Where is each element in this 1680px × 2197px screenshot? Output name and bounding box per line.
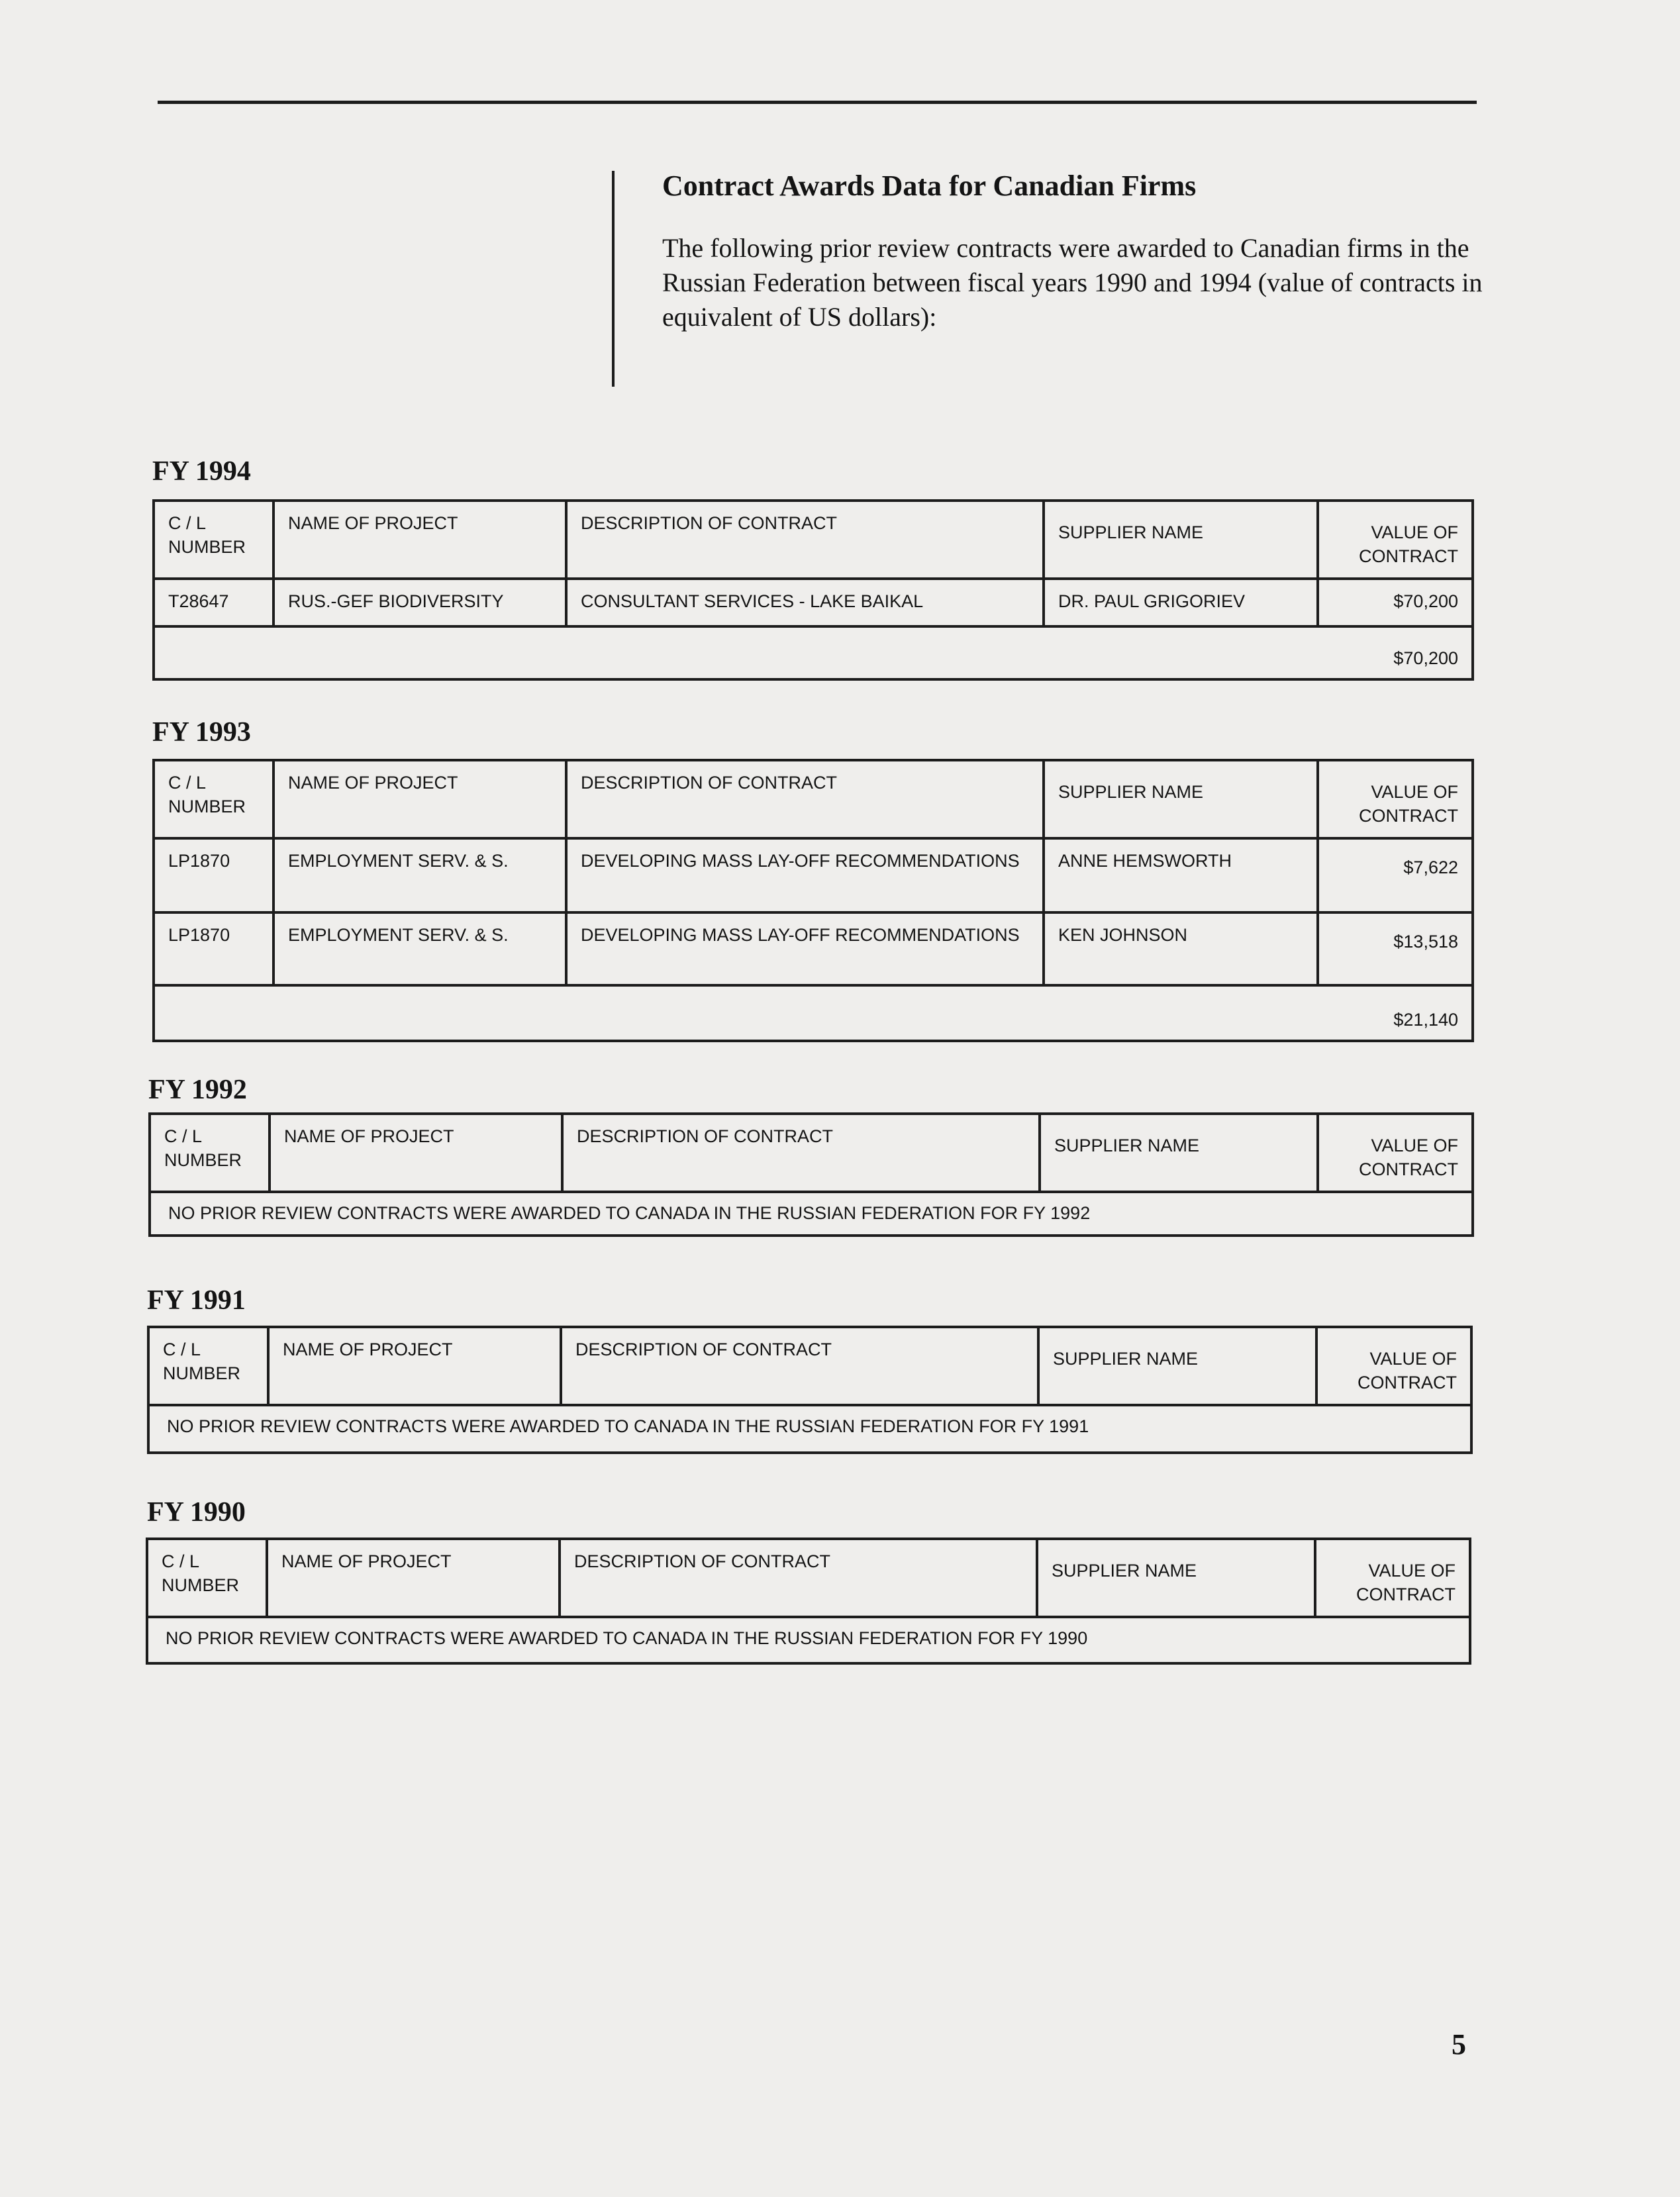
- top-rule: [158, 101, 1477, 104]
- header-project: NAME OF PROJECT: [268, 1327, 561, 1405]
- cell-supplier: ANNE HEMSWORTH: [1044, 838, 1318, 912]
- intro-vertical-rule: [612, 171, 615, 387]
- cell-project: EMPLOYMENT SERV. & S.: [273, 912, 566, 985]
- total-value: $21,140: [154, 985, 1473, 1041]
- fy1991-table: [147, 1326, 1473, 1454]
- header-cl-number: C / L NUMBER: [154, 501, 273, 579]
- header-value: VALUE OF CONTRACT: [1316, 1327, 1471, 1405]
- header-cl-number: C / L NUMBER: [148, 1327, 268, 1405]
- header-project: NAME OF PROJECT: [270, 1114, 562, 1192]
- cell-description: CONSULTANT SERVICES - LAKE BAIKAL: [566, 579, 1044, 626]
- header-supplier: SUPPLIER NAME: [1044, 760, 1318, 838]
- note-row: [148, 1405, 1471, 1453]
- header-cl-number: C / L NUMBER: [147, 1539, 267, 1617]
- table-header-row: [147, 1539, 1470, 1617]
- header-description: DESCRIPTION OF CONTRACT: [562, 1114, 1040, 1192]
- table-row: [154, 579, 1473, 626]
- header-project: NAME OF PROJECT: [273, 760, 566, 838]
- page-number: 5: [1452, 2028, 1466, 2061]
- fy1994-table: [152, 499, 1474, 681]
- total-value: $70,200: [154, 626, 1473, 679]
- header-supplier: SUPPLIER NAME: [1038, 1327, 1316, 1405]
- fy1993-heading: FY 1993: [152, 717, 251, 748]
- cell-cl-number: LP1870: [154, 838, 273, 912]
- cell-cl-number: LP1870: [154, 912, 273, 985]
- header-project: NAME OF PROJECT: [273, 501, 566, 579]
- header-value: VALUE OF CONTRACT: [1318, 760, 1473, 838]
- total-row: [154, 985, 1473, 1041]
- header-supplier: SUPPLIER NAME: [1037, 1539, 1315, 1617]
- table-header-row: [154, 760, 1473, 838]
- header-cl-number: C / L NUMBER: [154, 760, 273, 838]
- intro-section: [662, 169, 1497, 334]
- table-header-row: [154, 501, 1473, 579]
- header-supplier: SUPPLIER NAME: [1040, 1114, 1318, 1192]
- header-project: NAME OF PROJECT: [267, 1539, 560, 1617]
- note-row: [147, 1617, 1470, 1663]
- fy1990-table: [146, 1538, 1471, 1665]
- fy1991-heading: FY 1991: [147, 1285, 246, 1316]
- no-contracts-note: NO PRIOR REVIEW CONTRACTS WERE AWARDED TO CANADA IN THE RUSSIAN FEDERATION FOR FY 1990: [147, 1617, 1470, 1663]
- cell-cl-number: T28647: [154, 579, 273, 626]
- table-header-row: [148, 1327, 1471, 1405]
- cell-project: EMPLOYMENT SERV. & S.: [273, 838, 566, 912]
- total-row: [154, 626, 1473, 679]
- table-header-row: [150, 1114, 1473, 1192]
- cell-value: $13,518: [1318, 912, 1473, 985]
- header-value: VALUE OF CONTRACT: [1315, 1539, 1470, 1617]
- intro-paragraph: The following prior review contracts were awarded to Canadian firms in the Russian Federation between fiscal years 1990 and 1994 (value of contracts in equivalent of US dollars):: [662, 233, 1483, 332]
- cell-description: DEVELOPING MASS LAY-OFF RECOMMENDATIONS: [566, 912, 1044, 985]
- cell-value: $7,622: [1318, 838, 1473, 912]
- table-row: [154, 912, 1473, 985]
- cell-description: DEVELOPING MASS LAY-OFF RECOMMENDATIONS: [566, 838, 1044, 912]
- page-title: Contract Awards Data for Canadian Firms: [662, 170, 1197, 202]
- no-contracts-note: NO PRIOR REVIEW CONTRACTS WERE AWARDED TO CANADA IN THE RUSSIAN FEDERATION FOR FY 1991: [148, 1405, 1471, 1453]
- fy1992-heading: FY 1992: [148, 1075, 247, 1105]
- cell-supplier: KEN JOHNSON: [1044, 912, 1318, 985]
- fy1993-table: [152, 759, 1474, 1042]
- header-description: DESCRIPTION OF CONTRACT: [566, 501, 1044, 579]
- header-cl-number: C / L NUMBER: [150, 1114, 270, 1192]
- header-description: DESCRIPTION OF CONTRACT: [560, 1539, 1037, 1617]
- header-description: DESCRIPTION OF CONTRACT: [561, 1327, 1038, 1405]
- table-row: [154, 838, 1473, 912]
- no-contracts-note: NO PRIOR REVIEW CONTRACTS WERE AWARDED TO CANADA IN THE RUSSIAN FEDERATION FOR FY 1992: [150, 1192, 1473, 1236]
- header-value: VALUE OF CONTRACT: [1318, 501, 1473, 579]
- note-row: [150, 1192, 1473, 1236]
- header-supplier: SUPPLIER NAME: [1044, 501, 1318, 579]
- cell-value: $70,200: [1318, 579, 1473, 626]
- fy1994-heading: FY 1994: [152, 456, 251, 487]
- header-description: DESCRIPTION OF CONTRACT: [566, 760, 1044, 838]
- header-value: VALUE OF CONTRACT: [1318, 1114, 1473, 1192]
- cell-project: RUS.-GEF BIODIVERSITY: [273, 579, 566, 626]
- cell-supplier: DR. PAUL GRIGORIEV: [1044, 579, 1318, 626]
- fy1990-heading: FY 1990: [147, 1497, 246, 1528]
- fy1992-table: [148, 1112, 1474, 1237]
